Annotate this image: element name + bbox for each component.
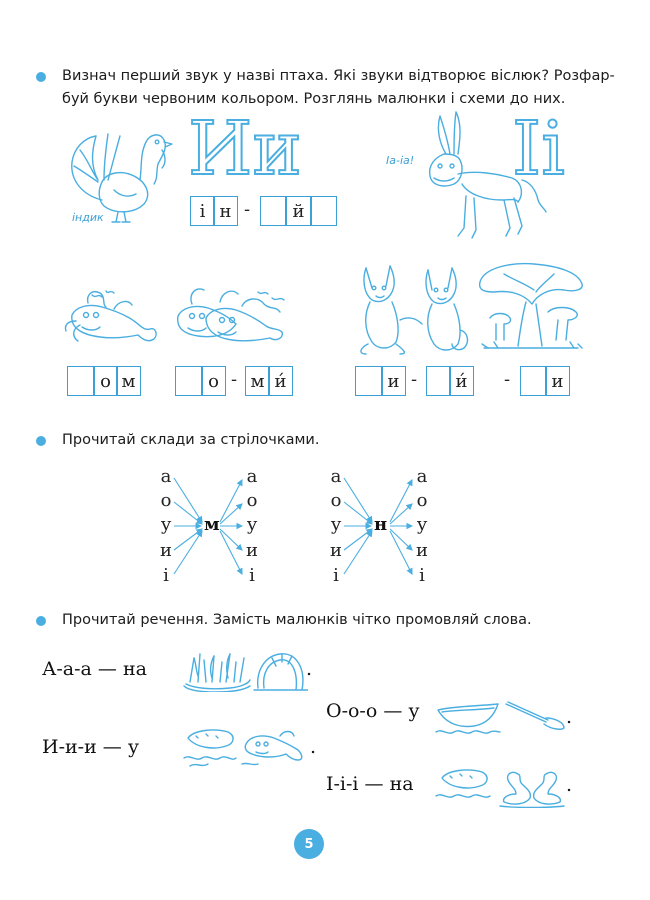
left-in-vowel-i: і xyxy=(163,565,169,586)
left-out-vowel-i: і xyxy=(249,565,255,586)
turkey-label: індик xyxy=(72,211,104,224)
instruction-task3: Прочитай речення. Замість малюнків чітко промовляй слова. xyxy=(62,612,532,628)
instruction-task2: Прочитай склади за стрілочками. xyxy=(62,432,320,448)
arrow-out-4 xyxy=(220,529,242,550)
scheme-somy-box-1 xyxy=(175,366,203,396)
scheme-som-box-1 xyxy=(67,366,95,396)
foxes-illustration xyxy=(356,260,471,355)
right-out-vowel-y: и xyxy=(416,540,428,561)
scheme-lysycy-box-3 xyxy=(426,366,451,396)
right-in-vowel-u: у xyxy=(330,514,342,535)
sentence-3-dot: . xyxy=(310,736,317,758)
arrow-in-1 xyxy=(344,478,372,522)
right-in-vowel-y: и xyxy=(330,540,342,561)
scheme-som-box-3: м xyxy=(116,366,141,396)
river-illustration xyxy=(434,766,494,806)
arrow-in-4 xyxy=(174,529,202,550)
scheme-somy-box-4: и́ xyxy=(268,366,293,396)
sentence-3-text: И-и-и — у xyxy=(42,736,139,758)
sentence-1-dot: . xyxy=(306,658,313,680)
reeds-illustration xyxy=(180,650,252,692)
scheme-lysycy-box-2: и xyxy=(381,366,406,396)
right-out-vowel-o: о xyxy=(416,490,428,511)
scheme-lysycy-dash-2: - xyxy=(504,369,511,390)
turkey-illustration xyxy=(62,120,182,225)
bullet-task3 xyxy=(36,616,46,626)
scheme-som-box-2: о xyxy=(93,366,118,396)
catfish-pair-illustration xyxy=(172,278,292,353)
left-in-vowel-y: и xyxy=(160,540,172,561)
paddle-illustration xyxy=(502,700,568,732)
instruction-task1-line2: буй букви червоним кольором. Розглянь малюнки і схеми до них. xyxy=(62,91,566,107)
left-out-vowel-a: а xyxy=(246,466,258,487)
donkey-sound-label: Іа-іа! xyxy=(386,154,415,167)
left-arrows xyxy=(170,470,250,580)
arrow-in-5 xyxy=(174,531,202,574)
scheme-turkey-box-1: і xyxy=(190,196,215,226)
arrow-out-1 xyxy=(220,480,242,522)
arrow-out-2 xyxy=(390,504,412,524)
arrow-in-4 xyxy=(344,529,372,550)
catfish-illustration xyxy=(62,285,162,350)
pond-illustration xyxy=(182,724,238,768)
scheme-somy-box-2: о xyxy=(201,366,226,396)
left-in-vowel-o: о xyxy=(160,490,172,511)
right-in-vowel-o: о xyxy=(330,490,342,511)
left-in-vowel-a: а xyxy=(160,466,172,487)
sentence-4-dot: . xyxy=(566,774,573,796)
scheme-lysycy-dash-1: - xyxy=(411,369,418,390)
left-center-consonant: м xyxy=(204,514,220,535)
scheme-turkey-box-3 xyxy=(260,196,287,226)
left-out-vowel-y: и xyxy=(246,540,258,561)
mushrooms-illustration xyxy=(474,260,589,355)
swans-illustration xyxy=(496,766,568,808)
right-arrows xyxy=(340,470,420,580)
scheme-turkey-box-2: н xyxy=(213,196,238,226)
catfish-small-illustration xyxy=(240,724,308,768)
scheme-somy-box-3: м xyxy=(245,366,270,396)
bullet-task1 xyxy=(36,72,46,82)
big-letters-i: Іі xyxy=(512,106,565,192)
right-center-consonant: н xyxy=(374,514,388,535)
arrow-in-1 xyxy=(174,478,202,522)
page-number: 5 xyxy=(294,829,324,859)
left-out-vowel-o: о xyxy=(246,490,258,511)
arrow-out-5 xyxy=(390,531,412,574)
sentence-2-dot: . xyxy=(566,706,573,728)
bullet-task2 xyxy=(36,436,46,446)
right-out-vowel-u: у xyxy=(416,514,428,535)
right-in-vowel-a: а xyxy=(330,466,342,487)
right-out-vowel-a: а xyxy=(416,466,428,487)
scheme-turkey-dash: - xyxy=(244,199,251,220)
scheme-lysycy-box-6: и xyxy=(545,366,570,396)
arrow-out-1 xyxy=(390,480,412,522)
scheme-turkey-box-4: й xyxy=(285,196,312,226)
boat-illustration xyxy=(434,696,502,738)
arrow-in-2 xyxy=(344,502,372,524)
arrow-out-5 xyxy=(220,531,242,574)
right-in-vowel-i: і xyxy=(333,565,339,586)
scheme-lysycy-box-1 xyxy=(355,366,383,396)
sentence-2-text: О-о-о — у xyxy=(326,700,420,722)
sentence-4-text: І-і-і — на xyxy=(326,773,414,795)
left-in-vowel-u: у xyxy=(160,514,172,535)
arrow-in-5 xyxy=(344,531,372,574)
instruction-task1-line1: Визнач перший звук у назві птаха. Які звуки відтворює віслюк? Розфар- xyxy=(62,68,615,84)
scheme-lysycy-box-5 xyxy=(520,366,547,396)
scheme-lysycy-box-4: и́ xyxy=(449,366,474,396)
arrow-out-2 xyxy=(220,504,242,524)
scheme-somy-dash: - xyxy=(231,369,238,390)
big-letters-i-y: Ии xyxy=(188,106,302,192)
sentence-1-text: А-а-а — на xyxy=(42,658,147,680)
right-out-vowel-i: і xyxy=(419,565,425,586)
arrow-in-2 xyxy=(174,502,202,524)
left-out-vowel-u: у xyxy=(246,514,258,535)
arrow-out-4 xyxy=(390,529,412,550)
scheme-turkey-box-5 xyxy=(310,196,337,226)
hoop-illustration xyxy=(252,646,308,696)
